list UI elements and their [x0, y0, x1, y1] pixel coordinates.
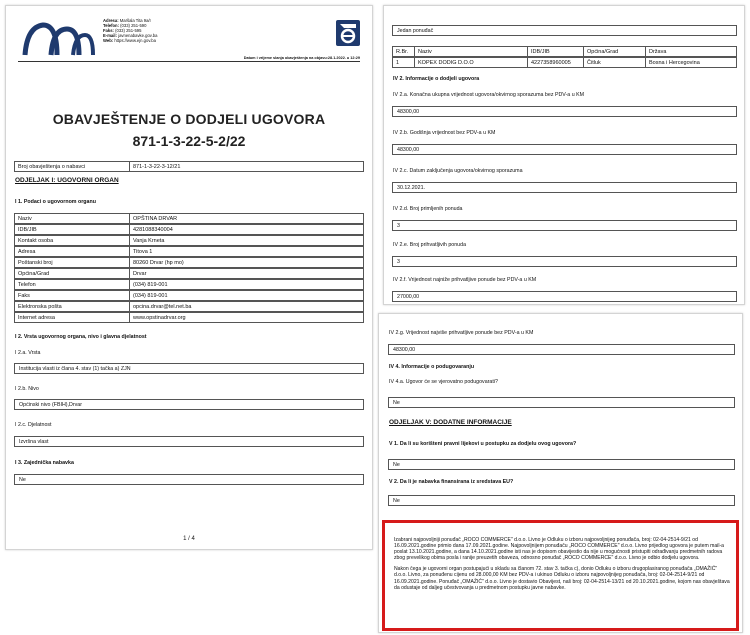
section-5-2-value: Ne — [388, 495, 735, 506]
table-row: 1 KOPEX DODIG D.O.O 4227358960005 Čitluk Bosna i Hercegovina — [392, 57, 737, 68]
section-4-2g-label: IV 2.g. Vrijednost najviše prihvatljive ponude bez PDV-a u KM — [389, 330, 534, 336]
e-procurement-logo-icon — [336, 20, 360, 46]
section-4-2d-value: 3 — [392, 220, 737, 231]
section-1-2a-label: I 2.a. Vrsta — [15, 350, 41, 356]
section-1-2-title: I 2. Vrsta ugovornog organa, nivo i glavna djelatnost — [15, 334, 147, 340]
section-4-4a-label: IV 4.a. Ugovor će se vjerovatno podugovarati? — [389, 379, 498, 385]
document-number: 871-1-3-22-5-2/22 — [132, 133, 246, 149]
section-1-title: ODJELJAK I: UGOVORNI ORGAN — [15, 177, 119, 184]
section-1-2a-value: Institucija vlasti iz člana 4. stav (1) tačka a) ZJN — [14, 363, 364, 374]
table-row: Naziv OPŠTINA DRVAR — [14, 213, 364, 224]
document-page-3 — [378, 313, 743, 633]
section-4-2g-value: 48300,00 — [388, 344, 735, 355]
section-4-4a-value: Ne — [388, 397, 735, 408]
bidder-table-header: R.Br. Naziv IDB/JIB Općina/Grad Država — [392, 46, 737, 57]
section-4-2c-value: 30.12.2021. — [392, 182, 737, 193]
table-row: Telefon (034) 819-001 — [14, 279, 364, 290]
table-row: IDB/JIB 4281088340004 — [14, 224, 364, 235]
table-row: Adresa Titova 1 — [14, 246, 364, 257]
section-1-1-title: I 1. Podaci o ugovornom organu — [15, 199, 96, 205]
single-bidder-box: Jedan ponuđač — [392, 25, 737, 36]
section-4-2c-label: IV 2.c. Datum zaključenja ugovora/okvirnog sporazuma — [393, 168, 523, 174]
section-4-2e-label: IV 2.e. Broj prihvatljivih ponuda — [393, 242, 467, 248]
section-4-2d-label: IV 2.d. Broj primljenih ponuda — [393, 206, 463, 212]
document-page-1 — [5, 5, 373, 550]
agency-address-block: Adresa: Maršala Tita 9a/I Telefon: (033) 251-590 Faks: (033) 251-595 E-mail: javnenabavke.gov.ba Web: https://www.ejn.gov.ba — [103, 18, 158, 43]
section-1-2b-value: Općinski nivo (FBIH),Drvar — [14, 399, 364, 410]
document-title: OBAVJEŠTENJE O DODJELI UGOVORA — [52, 111, 326, 127]
section-4-4-title: IV 4. Informacije o podugovaranju — [389, 364, 475, 370]
section-5-2-label: V 2. Da li je nabavka finansirana iz sredstava EU? — [389, 479, 514, 485]
section-5-1-label: V 1. Da li su korišteni pravni lijekovi u postupku za dodjelu ovog ugovora? — [389, 441, 577, 447]
table-row: Faks (034) 819-001 — [14, 290, 364, 301]
table-row: Internet adresa www.opstinadrvar.org — [14, 312, 364, 323]
section-1-2b-label: I 2.b. Nivo — [15, 386, 39, 392]
section-4-2e-value: 3 — [392, 256, 737, 267]
section-4-2a-label: IV 2.a. Konačna ukupna vrijednost ugovora/okvirnog sporazuma bez PDV-a u KM — [393, 92, 585, 98]
section-4-2-title: IV 2. Informacije o dodjeli ugovora — [393, 76, 480, 82]
section-4-2f-value: 27000,00 — [392, 291, 737, 302]
additional-info-highlight — [382, 520, 739, 631]
table-row: Općina/Grad Drvar — [14, 268, 364, 279]
page-number: 1 / 4 — [183, 536, 195, 542]
section-4-2b-label: IV 2.b. Godišnja vrijednost bez PDV-a u KM — [393, 130, 496, 136]
section-1-3-title: I 3. Zajednička nabavka — [15, 460, 74, 466]
section-5-title: ODJELJAK V: DODATNE INFORMACIJE — [389, 419, 512, 426]
section-1-3-value: Ne — [14, 474, 364, 485]
section-1-2c-value: Izvršna vlast — [14, 436, 364, 447]
table-row: Elektronska pošta opcina.drvar@tel.net.ba — [14, 301, 364, 312]
header-divider — [18, 61, 360, 62]
additional-info-paragraph-1: Izabrani najpovoljniji ponuđač „ROCO COMMERCE" d.o.o. Livno je Odluku o izboru najpovoljnijeg ponuđača, broj: 02-04-2514-9/21 od 16.09.2021.godine primio dana 17.09.2021.godine. Najpovoljnijem ponuđaču „ROCO COMMERCE" d.o.o. Livno prijedlog ugovora je putem mail-a poslat 13.10.2021.godine, a dana 14.10.2021.godine isti nas je dopisom obavijestio da nije u mogućnosti pristupiti odrađivanju predmetnih radova zbog prevelikog obima posla i ranije preuzetih obaveza, odnosno ponuđač „ROCO COMMERCE" d.o.o. Livno je odbio dodjelu ugovora. — [394, 537, 724, 562]
additional-info-paragraph-2: Nakon čega je ugovorni organ postupajući u skladu sa članom 72. stav 3. tačka c), donio Odluku o izboru drugoplasiranog ponuđača „OMAŽIĆ" d.o.o. Livno, za ponuđenu cijenu od 28.000,00 KM bez PDV-a i ukinuo Odluku o izboru najpovoljnijeg ponuđača, broj: 02-04-2514-9/21 od 16.09.2021.godine. Ponuđač „OMAŽIĆ" d.o.o. Livno je dostavio Obavijest, naš broj: 02-04-2514-13/21 od 20.10.2021.godine, kojom nas obavještava da odustaje od daljeg učestvovanja u predmetnom postupku javne nabavke. — [394, 566, 730, 591]
section-1-2c-label: I 2.c. Djelatnost — [15, 422, 52, 428]
table-row: Kontakt osoba Vanja Krneta — [14, 235, 364, 246]
section-4-2b-value: 48300,00 — [392, 144, 737, 155]
notice-number-row: Broj obavještenja o nabavci 871-1-3-22-3-12/21 — [14, 161, 364, 172]
ajn-logo-icon — [21, 21, 96, 57]
document-page-2 — [383, 5, 745, 305]
section-4-2f-label: IV 2.f. Vrijednost najniže prihvatljive ponude bez PDV-a u KM — [393, 277, 537, 283]
publication-date: Datum i vrijeme slanja obavještenja na objavu:28.1.2022. u 12:29 — [243, 56, 360, 60]
section-5-1-value: Ne — [388, 459, 735, 470]
section-4-2a-value: 48300,00 — [392, 106, 737, 117]
table-row: Poštanski broj 80260 Drvar (hp mo) — [14, 257, 364, 268]
